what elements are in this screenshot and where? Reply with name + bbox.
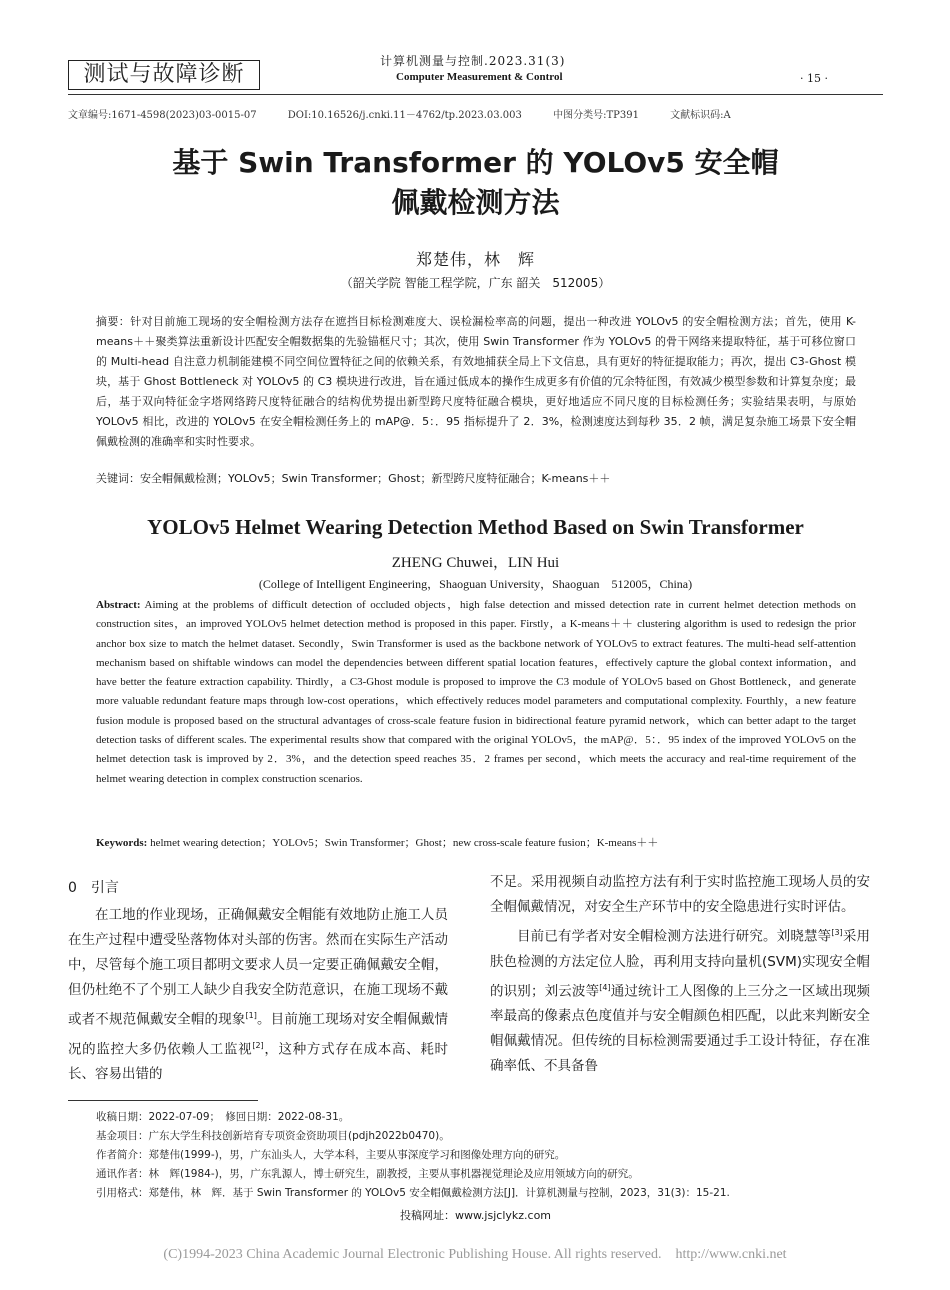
section-heading-intro: 0 引言 [68, 880, 119, 896]
keywords-cn [96, 470, 856, 486]
doi[interactable]: DOI:10.16526/j.cnki.11－4762/tp.2023.03.003 [287, 110, 522, 121]
title-cn-line1: 基于 Swin Transformer 的 YOLOv5 安全帽 [172, 146, 779, 179]
clc-number: 中图分类号:TP391 [553, 110, 639, 121]
footnote-author-bio: 作者简介：郑楚伟(1999-)，男，广东汕头人，大学本科，主要从事深度学习和图像处理方向的研究。 [96, 1149, 566, 1161]
footnote-citation: 引用格式：郑楚伟，林 辉．基于 Swin Transformer 的 YOLOv5 安全帽佩戴检测方法[J]．计算机测量与控制，2023，31(3)：15-21. [96, 1187, 730, 1199]
intro-paragraph-1-cont: 不足。采用视频自动监控方法有利于实时监控施工现场人员的安全帽佩戴情况，对安全生产环节中的安全隐患进行实时评估。 [490, 874, 870, 915]
intro-text-1c: ，这种方式存在成本高、耗时长、容易出错的 [68, 1041, 448, 1082]
citation-ref-3[interactable]: [3] [831, 928, 843, 937]
intro-text-1a: 在工地的作业现场，正确佩戴安全帽能有效地防止施工人员在生产过程中遭受坠落物体对头部的伤害。然而在实际生产活动中，尽管每个施工项目都明文要求人员一定要正确佩戴安全帽，但仍杜绝不了个别工人缺少自我安全防范意识，在施工现场不戴或者不规范佩戴安全帽的现象 [68, 907, 448, 1028]
abstract-en-text: Aiming at the problems of difficult detection of occluded objects，high false detection and missed detection rate in current helmet detection methods on construction sites，an improved YOLOv5 helmet detection method is proposed in this paper. Firstly，a K-means＋＋ clustering algorithm is used to redesign the prior anchor box size to match the helmet dataset. Secondly，Swin Transformer is used as the backbone network of YOLOv5 to extract features. The multi-head self-attention mechanism based on shiftable windows can model the dependencies between different spatial location features，effectively capture the global context information，and have better the feature extraction capability. Thirdly，a C3-Ghost module is proposed to improve the C3 module of YOLOv5 based on Ghost Bottleneck，and generate more valuable redundant feature maps through low-cost operations，which effectively reduces model parameters and computational complexity. Fourthly，a new feature fusion module is proposed based on the structural advantages of cross-scale feature fusion in bidirectional feature pyramid network，which can better adapt to the target detection tasks of different scales. The experimental results show that compared with the original YOLOv5，the mAP@．5：．95 index of the improved YOLOv5 on the helmet detection task is improved by 2．3%，and the detection speed reaches 35．2 frames per second，which meets the accuracy and real-time requirement of the helmet wearing detection in complex construction scenarios. [96, 599, 856, 785]
body-right-column [490, 870, 870, 1079]
column-label: 测试与故障诊断 [68, 60, 260, 90]
article-number: 文章编号:1671-4598(2023)03-0015-07 [68, 110, 257, 121]
footnote-rule [68, 1100, 258, 1101]
journal-name-cn: 计算机测量与控制.2023.31(3) [380, 54, 566, 68]
citation-ref-1[interactable]: [1] [245, 1011, 257, 1020]
intro-text-2a: 目前已有学者对安全帽检测方法进行研究。刘晓慧等 [517, 928, 832, 945]
footnote-corresponding: 通讯作者：林 辉(1984-)，男，广东乳源人，博士研究生，副教授，主要从事机器视觉理论及应用领域方向的研究。 [96, 1168, 639, 1180]
body-left-column [68, 876, 448, 1087]
intro-text-2b: 采用肤色检测的方法定位人脸，再利用支持向量机(SVM)实现安全帽的识别；刘云波等 [490, 928, 871, 999]
citation-ref-2[interactable]: [2] [252, 1040, 264, 1050]
journal-name-en: Computer Measurement & Control [396, 71, 563, 83]
title-cn-line2: 佩戴检测方法 [391, 186, 560, 219]
authors-cn: 郑楚伟，林 辉 [415, 250, 535, 269]
affiliation-en: (College of Intelligent Engineering，Shaoguan University，Shaoguan 512005，China) [258, 577, 693, 591]
citation-ref-4[interactable]: [4] [599, 982, 611, 992]
abstract-en [96, 596, 856, 789]
keywords-en-label: Keywords: [96, 837, 148, 849]
abstract-cn-label: 摘要： [96, 315, 131, 328]
authors-en: ZHENG Chuwei，LIN Hui [391, 555, 560, 571]
title-en: YOLOv5 Helmet Wearing Detection Method Based on Swin Transformer [147, 515, 804, 539]
abstract-cn-text: 针对目前施工现场的安全帽检测方法存在遮挡目标检测难度大、误检漏检率高的问题，提出一种改进 YOLOv5 的安全帽检测方法；首先，使用 K-means＋＋聚类算法重新设计匹配安全帽数据集的先验锚框尺寸；其次，使用 Swin Transformer 作为 YOLOv5 的骨干网络来提取特征，基于可移位窗口的 Multi-head 自注意力机制能建模不同空间位置特征之间的依赖关系，有效地捕获全局上下文信息，具有更好的特征提取能力；再次，提出 C3-Ghost 模块，基于 Ghost Bottleneck 对 YOLOv5 的 C3 模块进行改进，旨在通过低成本的操作生成更多有价值的冗余特征图，有效减少模型参数和计算复杂度；最后，基于双向特征金字塔网络跨尺度特征融合的结构优势提出新型跨尺度特征融合模块，更好地适应不同尺度的目标检测任务；实验结果表明，与原始 YOLOv5 相比，改进的 YOLOv5 在安全帽检测任务上的 mAP@．5：．95 指标提升了 2．3%，检测速度达到每秒 35．2 帧，满足复杂施工场景下安全帽佩戴检测的准确率和实时性要求。 [96, 315, 856, 448]
keywords-cn-label: 关键词： [96, 472, 140, 485]
document-code: 文献标识码:A [670, 110, 731, 121]
keywords-en-text: helmet wearing detection；YOLOv5；Swin Transformer；Ghost；new cross-scale feature fusion；K-means＋＋ [150, 837, 659, 849]
footnote-fund: 基金项目：广东大学生科技创新培育专项资金资助项目(pdjh2022b0470)。 [96, 1130, 450, 1142]
submission-website[interactable]: 投稿网址：www.jsjclykz.com [399, 1209, 552, 1222]
header-rule [68, 94, 883, 95]
keywords-en [96, 834, 856, 850]
copyright-notice: (C)1994-2023 China Academic Journal Electronic Publishing House. All rights reserved. http://www.cnki.net [163, 1247, 787, 1262]
intro-paragraph-2 [490, 920, 870, 1079]
page-number: · 15 · [800, 72, 828, 85]
footnote-received: 收稿日期：2022-07-09； 修回日期：2022-08-31。 [96, 1111, 350, 1123]
abstract-en-label: Abstract: [96, 599, 141, 611]
footnotes [96, 1108, 876, 1203]
article-meta [68, 106, 883, 121]
intro-text-1b: 。目前施工现场对安全帽佩戴情况的监控大多仍依赖人工监视 [68, 1011, 449, 1057]
abstract-cn [96, 312, 856, 452]
intro-paragraph-1 [68, 903, 448, 1087]
affiliation-cn: （韶关学院 智能工程学院，广东 韶关 512005） [340, 276, 611, 290]
keywords-cn-text: 安全帽佩戴检测；YOLOv5；Swin Transformer；Ghost；新型跨尺度特征融合；K-means＋＋ [140, 472, 611, 485]
intro-text-2c: 通过统计工人图像的上三分之一区域出现频率最高的像素点色度值并与安全帽颜色相匹配，以此来判断安全帽佩戴情况。但传统的目标检测需要通过手工设计特征，存在准确率低、不具备鲁 [490, 983, 871, 1074]
